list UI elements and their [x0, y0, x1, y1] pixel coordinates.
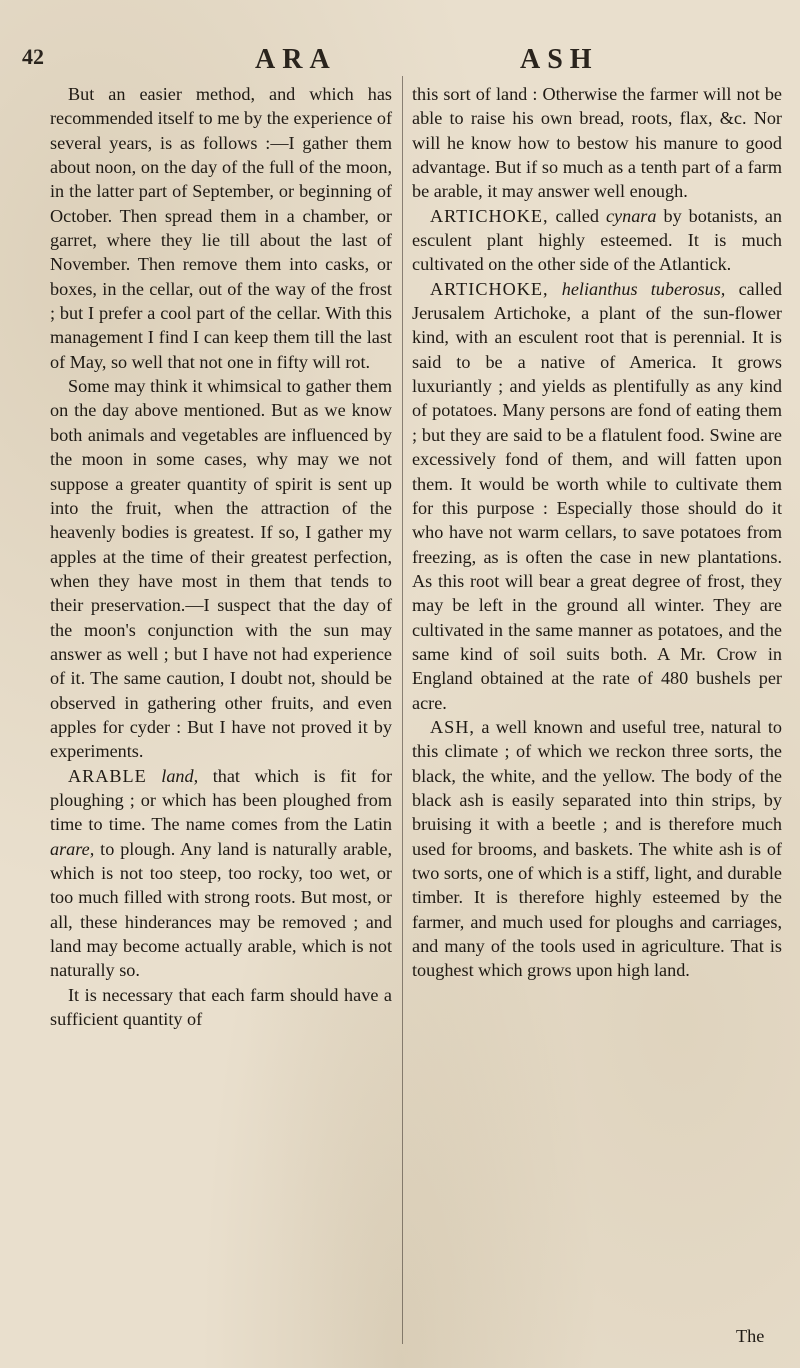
paragraph-farm-necessity: It is necessary that each farm should have a sufficient quantity of	[50, 984, 392, 1030]
entry-artichoke-helianthus	[412, 277, 782, 715]
entry-artichoke-cynara	[412, 204, 782, 277]
entry-artichoke-text-b: by botanists, an esculent plant highly esteemed. It is much cultivated on the other side of the Atlantick.	[412, 205, 783, 275]
headword-arable: ARABLE	[68, 765, 147, 786]
paragraph-moon-influence: Some may think it whimsical to gather them on the day above mentioned. But as we know both animals and vegetables are influenced by the moon in some cases, why may we not suppose a greater quantity of spirit is sent up into the fruit, when the attraction of the heavenly bodies is greatest. If so, I gather my apples at the time of their greatest perfection, when they have most in them that tends to their preservation.—I suspect that the day of the moon's conjunction with the sun may answer as well ; but I have not had experience of it. The same caution, I doubt not, should be observed in gathering other fruits, and even apples for cyder : But I have not proved it by experiments.	[50, 376, 392, 762]
latin-helianthus: helianthus tuberosus,	[561, 278, 726, 299]
headword-artichoke: ARTICHOKE,	[430, 205, 549, 226]
running-head-left: ARA	[255, 44, 337, 75]
entry-arable-text-b: to plough. Any land is naturally arable, which is not too steep, too rocky, too wet, or too much filled with strong roots. But most, or all, these hinderances may be removed ; and land may become actually arable, which is not naturally so.	[50, 838, 392, 981]
right-column	[412, 82, 782, 983]
entry-arable-text-a: that which is fit for ploughing ; or which has been ploughed from time to time. The name comes from the Latin	[50, 765, 393, 835]
left-column	[50, 82, 392, 1031]
paragraph-arable-continued: this sort of land : Otherwise the farmer will not be able to raise his own bread, roots, flax, &c. Nor will he know how to bestow his manure to good advantage. But if so much as a tenth part of a farm be arable, it may answer well enough.	[412, 84, 782, 202]
headword-ash: ASH,	[430, 716, 475, 737]
paragraph-apple-gathering: But an easier method, and which has recommended itself to me by the experience of several years, is as follows :—I gather them about noon, on the day of the full of the moon, in the latter part of September, or beginning of October. Then spread them in a chamber, or garret, where they lie till about the last of November. Then remove them into casks, or boxes, in the cellar, out of the way of the frost ; but I prefer a cool part of the cellar. With this management I find I can keep them till the last of May, so well that not one in fifty will rot.	[50, 84, 392, 372]
running-head-right: ASH	[520, 44, 599, 75]
column-divider	[402, 76, 403, 1344]
entry-jerusalem-artichoke-text: called Jerusalem Artichoke, a plant of the sun-flower kind, with an esculent root that is perennial. It is said to be a native of America. It grows luxuriantly ; and yields as plentifully as any kind of potatoes. Many persons are fond of eating them ; but they are said to be a flatulent food. Swine are excessively fond of them, and will fatten upon them. It would be worth while to cultivate them for this purpose : Especially those should do it who have not warm cellars, to save potatoes from freezing, as is often the case in new plantations. As this root will bear a great degree of frost, they may be left in the ground all winter. They are cultivated in the same manner as potatoes, and the same kind of soil suits both. A Mr. Crow in England obtained at the rate of 480 bushels per acre.	[412, 278, 782, 713]
latin-cynara: cynara	[605, 205, 657, 226]
catchword: The	[736, 1326, 765, 1346]
page-number: 42	[22, 44, 44, 69]
entry-ash-text: a well known and useful tree, natural to this climate ; of which we reckon three sorts, the black, the white, and the yellow. The body of the black ash is easily separated into thin strips, by bruising it with a beetle ; and is therefore much used for brooms, and baskets. The white ash is of two sorts, one of which is a stiff, light, and durable timber. It is therefore highly esteemed by the farmer, and much used for ploughs and carriages, and many of the tools used in agriculture. That is toughest which grows upon high land.	[412, 716, 783, 981]
latin-arare: arare,	[50, 838, 95, 859]
entry-artichoke-text-a: called	[555, 205, 599, 226]
entry-arable	[50, 764, 392, 983]
italic-land: land,	[161, 765, 199, 786]
entry-ash	[412, 715, 782, 983]
headword-artichoke-jerusalem: ARTICHOKE,	[430, 278, 549, 299]
